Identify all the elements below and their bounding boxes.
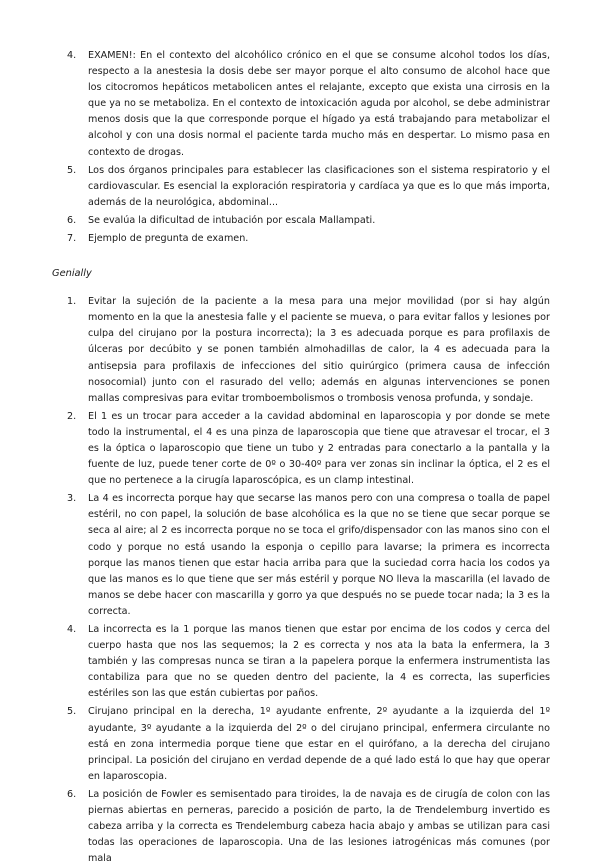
list-item-text: La 4 es incorrecta porque hay que secarse las manos pero con una compresa o toalla de papel estéril, no con papel, la solución de base alcohólica es la que no se tiene que secar porque se seca al aire; al 2 es incorrecta porque no se toca el grifo/dispensador con las manos sino con el codo y porque no está usando la esponja o cepillo para lavarse; la primera es incorrecta porque las manos tienen que estar hacia arriba para que la suciedad corra hacia los codos ya que las manos es lo que tiene que ser más estéril y porque NO lleva la mascarilla (el lavado de manos se debe hacer con mascarilla y gorro ya que después no se puede tocar nada; la 3 es la correcta. — [88, 493, 550, 617]
list-item — [52, 622, 550, 702]
list-item-number: 1. — [67, 296, 77, 308]
list-item — [52, 163, 550, 211]
list-item-number: 6. — [67, 788, 77, 800]
list-item-text: EXAMEN!: En el contexto del alcohólico crónico en el que se consume alcohol todos los días, respecto a la anestesia la dosis debe ser mayor porque el alto consumo de alcohol hace que los citocromos hepáticos metabolicen antes el relajante, excepto que exista una cirrosis en la que ya no se metaboliza. En el contexto de intoxicación aguda por alcohol, se debe administrar menos dosis que la que corresponde porque el hígado ya está trabajando para metabolizar el alcohol y con una dosis normal el paciente tarda mucho más en despertar. Lo mismo pasa en contexto de drogas. — [88, 50, 550, 158]
list-item-text: Se evalúa la dificultad de intubación por escala Mallampati. — [88, 214, 376, 226]
list-item-number: 6. — [67, 214, 77, 226]
list-item — [52, 409, 550, 489]
list-item-number: 3. — [67, 493, 77, 505]
list-item-number: 2. — [67, 410, 77, 422]
list-item-text: La posición de Fowler es semisentado para tiroides, la de navaja es de cirugía de colon con las piernas abiertas en perneras, parecido a posición de parto, la de Trendelemburg invertido es cabeza arriba y la correcta es Trendelemburg cabeza hacia abajo y ambas se utilizan para casi todas las operaciones de laparoscopia. Una de las lesiones iatrogénicas más comunes (por mala — [88, 788, 550, 865]
list-item-number: 5. — [67, 164, 77, 176]
list-item-number: 7. — [67, 233, 77, 245]
list-item-text: Evitar la sujeción de la paciente a la mesa para una mejor movilidad (por si hay algún momento en la que la anestesia falle y el paciente se mueva, o para evitar fallos y lesiones por culpa del cirujano por la postura incorrecta); la 3 es adecuada porque es para profilaxis de úlceras por decúbito y se ponen también almohadillas de calor, la 4 es adecuada para la antisepsia para profilaxis de infecciones del sitio quirúrgico (primera causa de infección nosocomial) junto con el rasurado del vello; además en algunas intervenciones se ponen mallas compresivas para evitar tromboembolismos o trombosis venosa profunda, y sondaje. — [88, 296, 550, 404]
list-item — [52, 231, 550, 247]
list-item-number: 5. — [67, 706, 77, 718]
section-heading-genially: Genially — [52, 268, 92, 280]
list-item — [52, 294, 550, 407]
list-item-text: Ejemplo de pregunta de examen. — [88, 233, 249, 245]
list-item — [52, 213, 550, 229]
numbered-list-genially — [52, 294, 550, 867]
list-item — [52, 787, 550, 867]
list-item-number: 4. — [67, 50, 77, 61]
list-item — [52, 48, 550, 161]
list-item-text: El 1 es un trocar para acceder a la cavidad abdominal en laparoscopia y por donde se mete todo la instrumental, el 4 es una pinza de laparoscopia que tiene que atravesar el trocar, el 3 es la óptica o laparoscopio que tiene un tubo y 2 entradas para conectarlo a la pantalla y la fuente de luz, puede tener corte de 0º o 30-40º para ver zonas sin inclinar la óptica, el 2 es el que no pertenece a la cirugía laparoscópica, es un clamp intestinal. — [88, 410, 550, 487]
list-item-text: Los dos órganos principales para establecer las clasificaciones son el sistema respiratorio y el cardiovascular. Es esencial la exploración respiratoria y cardíaca ya que es lo que más importa, además de la neurológica, abdominal... — [88, 164, 550, 208]
numbered-list-continued — [52, 48, 550, 247]
list-item — [52, 491, 550, 620]
list-item-text: Cirujano principal en la derecha, 1º ayudante enfrente, 2º ayudante a la izquierda del 1º ayudante, 3º ayudante a la izquierda del 2º o del cirujano principal, enfermera circulante no está en zona intermedia porque tiene que estar en el quirófano, a la derecha del cirujano principal. La posición del cirujano en verdad depende de a qué lado está lo que hay que operar en laparoscopia. — [88, 706, 550, 782]
list-item-text: La incorrecta es la 1 porque las manos tienen que estar por encima de los codos y cerca del cuerpo hasta que nos las sequemos; la 2 es correcta y nos ata la bata la enfermera, la 3 también y las compresas nunca se tiran a la papelera porque la enfermera instrumentista las contabiliza para que no se queden dentro del paciente, la 4 es correcta, las superficies estériles son las que están cubiertas por paños. — [88, 624, 550, 700]
list-item — [52, 704, 550, 784]
list-item-number: 4. — [67, 624, 77, 635]
